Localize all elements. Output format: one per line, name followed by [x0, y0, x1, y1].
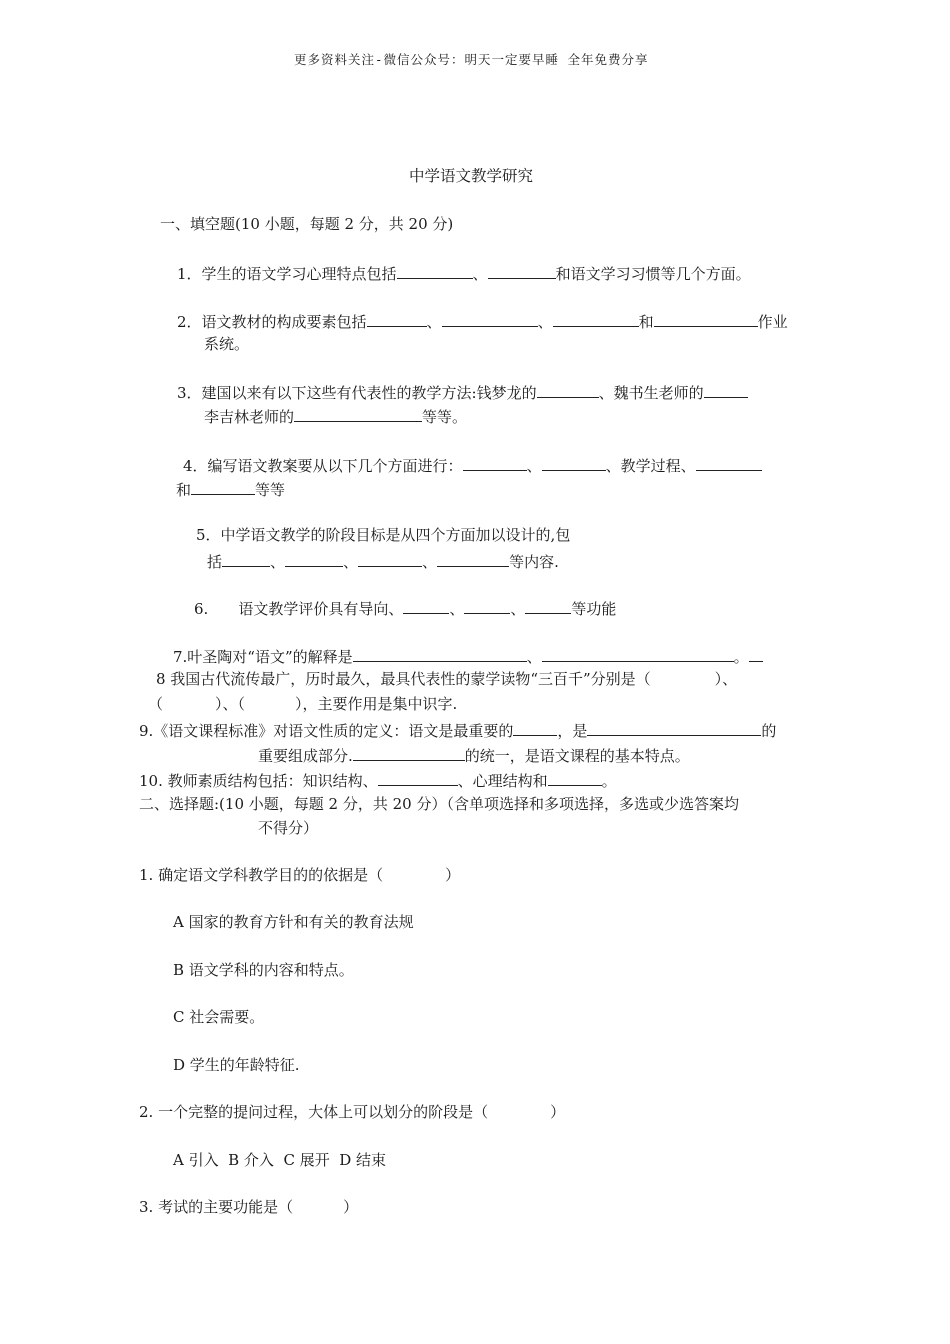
q4-line2-b: 等等 — [255, 481, 286, 499]
q6-num: 6. — [194, 600, 209, 618]
q1-text-a: 1．学生的语文学习心理特点包括 — [177, 265, 397, 283]
answer-blank[interactable] — [537, 381, 599, 398]
fill-question-3 — [177, 381, 748, 403]
q9-line2-a: 重要组成部分. — [258, 747, 353, 765]
answer-blank[interactable] — [294, 405, 422, 422]
q8-line2-b: ）、（ — [215, 695, 246, 713]
q5-sep-2: 、 — [343, 553, 359, 571]
q9-line2-b: 的统一，是语文课程的基本特点。 — [464, 747, 690, 765]
answer-blank[interactable] — [542, 454, 606, 471]
answer-blank[interactable] — [696, 454, 762, 471]
cq2-close: ） — [550, 1103, 566, 1121]
fill-question-10 — [139, 769, 617, 791]
q2-text-c: 、 — [537, 313, 553, 331]
section2-heading-line2: 不得分） — [258, 819, 319, 837]
q6-text-b: 、 — [449, 600, 465, 618]
cq1-option-a[interactable]: A 国家的教育方针和有关的教育法规 — [173, 913, 414, 931]
fill-question-9 — [139, 719, 776, 741]
answer-blank[interactable] — [704, 381, 748, 398]
q8-line2 — [148, 694, 457, 714]
q4-text-a: 4．编写语文教案要从以下几个方面进行： — [183, 457, 463, 475]
q4-line2-a: 和 — [176, 481, 192, 499]
cq1-close: ） — [445, 866, 461, 884]
answer-blank-tail — [749, 645, 763, 662]
section1-heading: 一、填空题(10 小题，每题 2 分，共 20 分) — [160, 215, 454, 233]
answer-blank[interactable] — [542, 645, 734, 662]
q9-line2 — [258, 744, 690, 766]
q5-sep-3: 、 — [422, 553, 438, 571]
q9-text-a: 9.《语文课程标准》对语文性质的定义：语文是最重要的 — [139, 722, 514, 740]
answer-blank[interactable] — [587, 719, 761, 736]
q3-line2-a: 李吉林老师的 — [204, 408, 295, 426]
cq1-option-b[interactable]: B 语文学科的内容和特点。 — [173, 961, 354, 979]
answer-blank[interactable] — [353, 744, 465, 761]
q8-line1b: ）、 — [714, 670, 738, 688]
q2-text-a: 2．语文教材的构成要素包括 — [177, 313, 367, 331]
cq1-stem: 1. 确定语文学科教学目的的依据是（ — [139, 866, 384, 884]
answer-blank[interactable] — [464, 597, 510, 614]
choice-question-1 — [139, 865, 460, 885]
fill-question-8 — [156, 669, 737, 689]
cq3-stem: 3. 考试的主要功能是（ — [139, 1198, 294, 1216]
section2-heading: 二、选择题:(10 小题，每题 2 分，共 20 分）（含单项选择和多项选择，多选或少选答案均 — [139, 795, 739, 813]
q4-text-c: 、教学过程、 — [605, 457, 696, 475]
q4-text-b: 、 — [526, 457, 542, 475]
q1-text-c: 和语文学习习惯等几个方面。 — [555, 265, 751, 283]
q8-line2-a: （ — [148, 695, 164, 713]
q1-text-b: 、 — [472, 265, 488, 283]
fill-question-5: 5．中学语文教学的阶段目标是从四个方面加以设计的,包 — [196, 526, 571, 544]
q3-text-b: 、魏书生老师的 — [598, 384, 704, 402]
cq2-stem: 2. 一个完整的提问过程，大体上可以划分的阶段是（ — [139, 1103, 489, 1121]
q2-text-b: 、 — [426, 313, 442, 331]
page-title: 中学语文教学研究 — [409, 167, 534, 185]
answer-blank[interactable] — [525, 597, 571, 614]
cq2-options[interactable]: A 引入 B 介入 C 展开 D 结束 — [173, 1151, 387, 1169]
q3-line2-b: 等等。 — [422, 408, 468, 426]
choice-question-3 — [139, 1197, 358, 1217]
fill-question-4 — [183, 454, 762, 476]
answer-blank[interactable] — [358, 550, 422, 567]
q8-line1: 8 我国古代流传最广，历时最久，最具代表性的蒙学读物“三百千”分别是（ — [156, 670, 651, 688]
q2-line2: 系统。 — [204, 335, 250, 353]
header-note: 更多资料关注-微信公众号：明天一定要早睡 全年免费分享 — [294, 52, 649, 67]
q9-text-b: ，是 — [557, 722, 588, 740]
answer-blank[interactable] — [513, 719, 557, 736]
answer-blank[interactable] — [437, 550, 509, 567]
cq1-option-c[interactable]: C 社会需要。 — [173, 1008, 265, 1026]
q7-text-b: 、 — [526, 648, 542, 666]
cq1-option-d[interactable]: D 学生的年龄特征. — [173, 1056, 300, 1074]
q3-line2 — [204, 405, 467, 427]
q8-line2-c: ），主要作用是集中识字. — [295, 695, 458, 713]
fill-question-1 — [177, 262, 751, 284]
q10-text-a: 10. 教师素质结构包括：知识结构、 — [139, 772, 378, 790]
q5-line2 — [207, 550, 559, 572]
q2-text-e: 作业 — [757, 313, 788, 331]
cq3-close: ） — [343, 1198, 359, 1216]
q3-text-a: 3．建国以来有以下这些有代表性的教学方法:钱梦龙的 — [177, 384, 537, 402]
answer-blank[interactable] — [191, 478, 255, 495]
q5-sep-1: 、 — [270, 553, 286, 571]
answer-blank[interactable] — [397, 262, 473, 279]
answer-blank[interactable] — [367, 310, 427, 327]
choice-question-2 — [139, 1102, 565, 1122]
answer-blank[interactable] — [403, 597, 449, 614]
answer-blank[interactable] — [654, 310, 758, 327]
q5-line2-end: 等内容. — [509, 553, 559, 571]
q2-text-d: 和 — [638, 313, 654, 331]
q7-text-a: 7.叶圣陶对“语文”的解释是 — [173, 648, 353, 666]
q7-text-c: 。 — [733, 648, 749, 666]
q4-line2 — [176, 478, 285, 500]
q10-text-b: 、心理结构和 — [457, 772, 548, 790]
answer-blank[interactable] — [442, 310, 538, 327]
q6-text-d: 等功能 — [571, 600, 617, 618]
answer-blank[interactable] — [378, 769, 458, 786]
q6-text-c: 、 — [510, 600, 526, 618]
answer-blank[interactable] — [488, 262, 556, 279]
fill-question-2 — [177, 310, 788, 332]
answer-blank[interactable] — [463, 454, 527, 471]
answer-blank[interactable] — [353, 645, 527, 662]
answer-blank[interactable] — [553, 310, 639, 327]
answer-blank[interactable] — [222, 550, 270, 567]
q9-text-c: 的 — [761, 722, 777, 740]
fill-question-7 — [173, 645, 763, 667]
q6-text-a: 语文教学评价具有导向、 — [238, 600, 404, 618]
answer-blank[interactable] — [548, 769, 602, 786]
fill-question-6 — [194, 597, 616, 619]
q10-text-c: 。 — [601, 772, 617, 790]
answer-blank[interactable] — [285, 550, 343, 567]
q5-line2-a: 括 — [207, 553, 223, 571]
